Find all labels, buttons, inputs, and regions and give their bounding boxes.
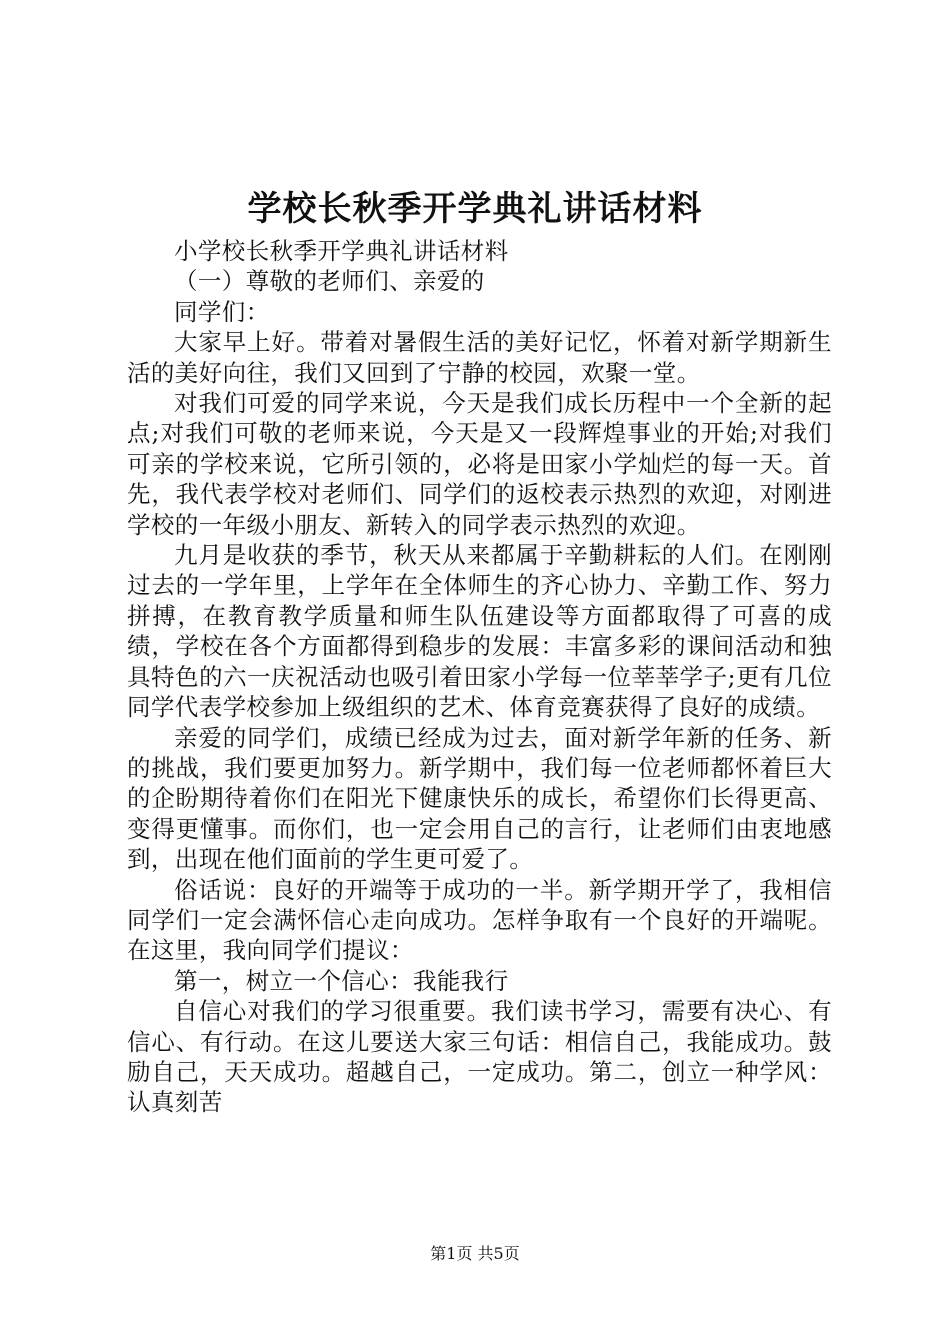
paragraph: 小学校长秋季开学典礼讲话材料 [174, 237, 509, 265]
paragraph: （一）尊敬的老师们、亲爱的 [174, 267, 485, 296]
page-number-footer: 第1页 共5页 [430, 1244, 520, 1263]
paragraph: 同学们： [174, 297, 270, 326]
paragraph: 第一，树立一个信心：我能我行 [174, 966, 509, 995]
paragraph: 亲爱的同学们，成绩已经成为过去，面对新学年新的任务、新的挑战，我们要更加努力。新学期中，我们每一位老师都怀着巨大的企盼期待着你们在阳光下健康快乐的成长，希望你们长得更高、变得更懂事。而你们，也一定会用自己的言行，让老师们由衷地感到，出现在他们面前的学生更可爱了。 [127, 723, 832, 874]
paragraph: 九月是收获的季节，秋天从来都属于辛勤耕耘的人们。在刚刚过去的一学年里，上学年在全体师生的齐心协力、辛勤工作、努力拼搏，在教育教学质量和师生队伍建设等方面都取得了可喜的成绩，学校在各个方面都得到稳步的发展：丰富多彩的课间活动和独具特色的六一庆祝活动也吸引着田家小学每一位莘莘学子;更有几位同学代表学校参加上级组织的艺术、体育竞赛获得了良好的成绩。 [127, 541, 832, 722]
paragraph: 大家早上好。带着对暑假生活的美好记忆，怀着对新学期新生活的美好向往，我们又回到了宁静的校园，欢聚一堂。 [127, 328, 832, 387]
document-body [127, 236, 832, 1118]
paragraph: 俗话说：良好的开端等于成功的一半。新学期开学了，我相信同学们一定会满怀信心走向成功。怎样争取有一个良好的开端呢。在这里，我向同学们提议： [127, 875, 832, 965]
paragraph: 对我们可爱的同学来说，今天是我们成长历程中一个全新的起点;对我们可敬的老师来说，今天是又一段辉煌事业的开始;对我们可亲的学校来说，它所引领的，必将是田家小学灿烂的每一天。首先，我代表学校对老师们、同学们的返校表示热烈的欢迎，对刚进学校的一年级小朋友、新转入的同学表示热烈的欢迎。 [127, 389, 832, 539]
document-title: 学校长秋季开学典礼讲话材料 [247, 189, 703, 229]
paragraph: 自信心对我们的学习很重要。我们读书学习，需要有决心、有信心、有行动。在这儿要送大家三句话：相信自己，我能成功。鼓励自己，天天成功。超越自己，一定成功。第二，创立一种学风：认真刻苦 [127, 997, 832, 1117]
